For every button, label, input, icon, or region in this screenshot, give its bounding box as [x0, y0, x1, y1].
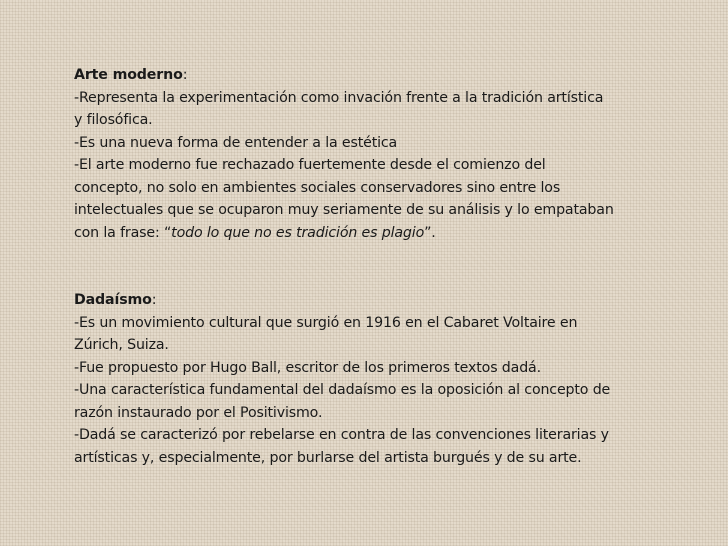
quote-prefix: con la frase: “	[74, 224, 172, 241]
section-heading	[74, 64, 674, 87]
section-title-colon: :	[151, 292, 157, 308]
section-title-colon: :	[182, 67, 188, 83]
text-line: Zúrich, Suiza.	[74, 337, 169, 353]
quote-text: todo lo que no es tradición es plagio	[171, 224, 425, 241]
text-line: -Una característica fundamental del dadaísmo es la oposición al concepto de	[74, 382, 611, 398]
text-line: intelectuales que se ocuparon muy seriamente de su análisis y lo empataban	[74, 202, 614, 218]
quote-line	[74, 222, 674, 245]
text-line: concepto, no solo en ambientes sociales conservadores sino entre los	[74, 179, 561, 196]
quote-suffix: ”.	[424, 224, 436, 241]
section-dadaismo	[74, 289, 674, 469]
section-title: Dadaísmo	[74, 292, 152, 308]
text-line: -Representa la experimentación como invación frente a la tradición artística	[74, 89, 604, 106]
section-arte-moderno	[74, 64, 674, 244]
text-line: -Es un movimiento cultural que surgió en 1916 en el Cabaret Voltaire en	[74, 314, 578, 331]
text-line: -Dadá se caracterizó por rebelarse en contra de las convenciones literarias y	[74, 427, 609, 443]
text-line: razón instaurado por el Positivismo.	[74, 404, 323, 421]
text-line: -El arte moderno fue rechazado fuertemente desde el comienzo del	[74, 157, 546, 173]
slide-content	[74, 64, 674, 469]
text-line: -Es una nueva forma de entender a la estética	[74, 134, 398, 151]
text-line: -Fue propuesto por Hugo Ball, escritor de los primeros textos dadá.	[74, 359, 541, 376]
section-heading	[74, 289, 674, 312]
section-title: Arte moderno	[74, 67, 183, 83]
text-line: y filosófica.	[74, 112, 153, 128]
text-line: artísticas y, especialmente, por burlarse del artista burgués y de su arte.	[74, 449, 582, 466]
